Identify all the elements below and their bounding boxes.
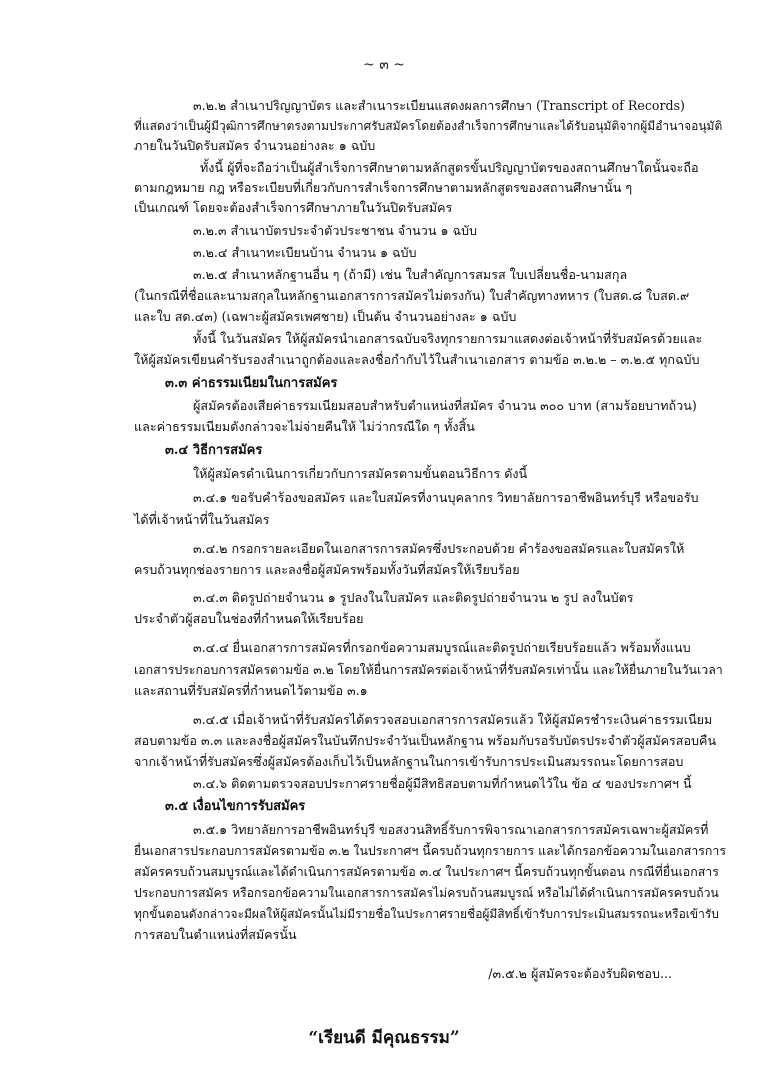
text-line: ประจำตัวผู้สอบในช่องที่กำหนดให้เรียบร้อย (134, 611, 364, 626)
text-line: ๓.๕.๑ วิทยาลัยการอาชีพอินทร์บุรี ขอสงวนสิทธิ์รับการพิจารณาเอกสารการสมัครเฉพาะผู้สมัครที่ (193, 822, 709, 837)
text-line: ๓.๔.๑ ขอรับคำร้องขอสมัคร และใบสมัครที่งานบุคลากร วิทยาลัยการอาชีพอินทร์บุรี หรือขอรับ (193, 490, 699, 505)
continuation-note: /๓.๕.๒ ผู้สมัครจะต้องรับผิดชอบ... (488, 966, 672, 981)
text-line: ทั้งนี้ ผู้ที่จะถือว่าเป็นผู้สำเร็จการศึกษาตามหลักสูตรขั้นปริญญาบัตรของสถานศึกษาใดนั้นจะถือ (200, 160, 699, 175)
text-line: การสอบในตำแหน่งที่สมัครนั้น (134, 927, 297, 942)
motto: “เรียนดี มีคุณธรรม” (308, 1028, 460, 1048)
text-line: ๓.๔.๕ เมื่อเจ้าหน้าที่รับสมัครได้ตรวจสอบเอกสารการสมัครแล้ว ให้ผู้สมัครชำระเงินค่าธรรมเนียม (193, 712, 713, 727)
text-line: ๓.๔.๖ ติดตามตรวจสอบประกาศรายชื่อผู้มีสิทธิสอบตามที่กำหนดไว้ใน ข้อ ๔ ของประกาศฯ นี้ (193, 776, 692, 791)
text-line: ๓.๔.๔ ยื่นเอกสารการสมัครที่กรอกข้อความสมบูรณ์และติดรูปถ่ายเรียบร้อยแล้ว พร้อมทั้งแนบ (193, 640, 691, 655)
text-line: ประกอบการสมัคร หรือกรอกข้อความในเอกสารการสมัครไม่ครบถ้วนสมบูรณ์ หรือไม่ได้ดำเนินการสมัครครบถ้วน (134, 886, 719, 900)
text-line: ทั้งนี้ ในวันสมัคร ให้ผู้สมัครนำเอกสารฉบับจริงทุกรายการมาแสดงต่อเจ้าหน้าที่รับสมัครด้วยและ (193, 331, 703, 346)
text-line: ให้ผู้สมัครดำเนินการเกี่ยวกับการสมัครตามขั้นตอนวิธีการ ดังนี้ (193, 466, 528, 481)
text-line: (ในกรณีที่ชื่อและนามสกุลในหลักฐานเอกสารการสมัครไม่ตรงกัน) ใบสำคัญทางทหาร (ใบสด.๘ ใบสด.๙ (134, 288, 690, 303)
text-line: ทุกขั้นตอนดังกล่าวจะมีผลให้ผู้สมัครนั้นไม่มีรายชื่อในประกาศรายชื่อผู้มีสิทธิ์เข้ารับการประเมินสมรรถนะหรือเข้ารับ (134, 907, 719, 921)
text-line: ๓.๔.๓ ติดรูปถ่ายจำนวน ๑ รูปลงในใบสมัคร และติดรูปถ่ายจำนวน ๒ รูป ลงในบัตร (193, 590, 634, 605)
text-line: ที่แสดงว่าเป็นผู้มีวุฒิการศึกษาตรงตามประกาศรับสมัครโดยต้องสำเร็จการศึกษาและได้รับอนุมัติจากผู้มีอำนาจอนุมัติ (134, 119, 723, 133)
text-line: สมัครครบถ้วนสมบูรณ์และได้ดำเนินการสมัครตามข้อ ๓.๔ ในประกาศฯ นี้ครบถ้วนทุกขั้นตอน กรณีที่ยื่นเอกสาร (134, 864, 719, 879)
text-line: สอบตามข้อ ๓.๓ และลงชื่อผู้สมัครในบันทึกประจำวันเป็นหลักฐาน พร้อมกับรอรับบัตรประจำตัวผู้สมัครสอบคืน (134, 733, 717, 748)
text-line: ครบถ้วนทุกช่องรายการ และลงชื่อผู้สมัครพร้อมทั้งวันที่สมัครให้เรียบร้อย (134, 562, 520, 577)
text-line: ภายในวันปิดรับสมัคร จำนวนอย่างละ ๑ ฉบับ (134, 138, 376, 153)
text-line: ๓.๔.๒ กรอกรายละเอียดในเอกสารการสมัครซึ่งประกอบด้วย คำร้องขอสมัครและใบสมัครให้ (193, 541, 685, 556)
text-line: และใบ สด.๔๓) (เฉพาะผู้สมัครเพศชาย) เป็นต้น จำนวนอย่างละ ๑ ฉบับ (134, 309, 517, 324)
text-line: ผู้สมัครต้องเสียค่าธรรมเนียมสอบสำหรับตำแหน่งที่สมัคร จำนวน ๓๐๐ บาท (สามร้อยบาทถ้วน) (193, 398, 697, 413)
section-heading: ๓.๔ วิธีการสมัคร (165, 443, 263, 458)
page-number: ~ ๓ ~ (363, 57, 405, 73)
text-line: ให้ผู้สมัครเขียนคำรับรองสำเนาถูกต้องและลงชื่อกำกับไว้ในสำเนาเอกสาร ตามข้อ ๓.๒.๒ – ๓.๒.๕ ทุกฉบับ (134, 352, 700, 367)
section-heading: ๓.๓ ค่าธรรมเนียมในการสมัคร (165, 376, 338, 391)
text-line: ได้ที่เจ้าหน้าที่ในวันสมัคร (134, 512, 270, 527)
text-line: และสถานที่รับสมัครที่กำหนดไว้ตามข้อ ๓.๑ (134, 683, 368, 698)
text-line: ๓.๒.๕ สำเนาหลักฐานอื่น ๆ (ถ้ามี) เช่น ใบสำคัญการสมรส ใบเปลี่ยนชื่อ-นามสกุล (193, 267, 628, 282)
text-line: ยื่นเอกสารประกอบการสมัครตามข้อ ๓.๒ ในประกาศฯ นี้ครบถ้วนทุกรายการ และได้กรอกข้อความในเอกสารการ (134, 843, 727, 858)
text-line: และค่าธรรมเนียมดังกล่าวจะไม่จ่ายคืนให้ ไม่ว่ากรณีใด ๆ ทั้งสิ้น (134, 419, 475, 434)
text-line: ตามกฎหมาย กฎ หรือระเบียบที่เกี่ยวกับการสำเร็จการศึกษาตามหลักสูตรของสถานศึกษานั้น ๆ (134, 180, 633, 195)
text-line: จากเจ้าหน้าที่รับสมัครซึ่งผู้สมัครต้องเก็บไว้เป็นหลักฐานในการเข้ารับการประเมินสมรรถนะโดยการสอบ (134, 754, 684, 769)
section-heading: ๓.๕ เงื่อนไขการรับสมัคร (165, 799, 306, 814)
text-line: เป็นเกณฑ์ โดยจะต้องสำเร็จการศึกษาภายในวันปิดรับสมัคร (134, 200, 453, 215)
text-line: เอกสารประกอบการสมัครตามข้อ ๓.๒ โดยให้ยื่นการสมัครต่อเจ้าหน้าที่รับสมัครเท่านั้น และให้ยื่นภายในวันเวลา (134, 662, 723, 677)
text-line: ๓.๒.๒ สำเนาปริญญาบัตร และสำเนาระเบียนแสดงผลการศึกษา (Transcript of Records) (193, 98, 685, 113)
text-line: ๓.๒.๔ สำเนาทะเบียนบ้าน จำนวน ๑ ฉบับ (193, 245, 417, 260)
text-line: ๓.๒.๓ สำเนาบัตรประจำตัวประชาชน จำนวน ๑ ฉบับ (193, 223, 478, 238)
